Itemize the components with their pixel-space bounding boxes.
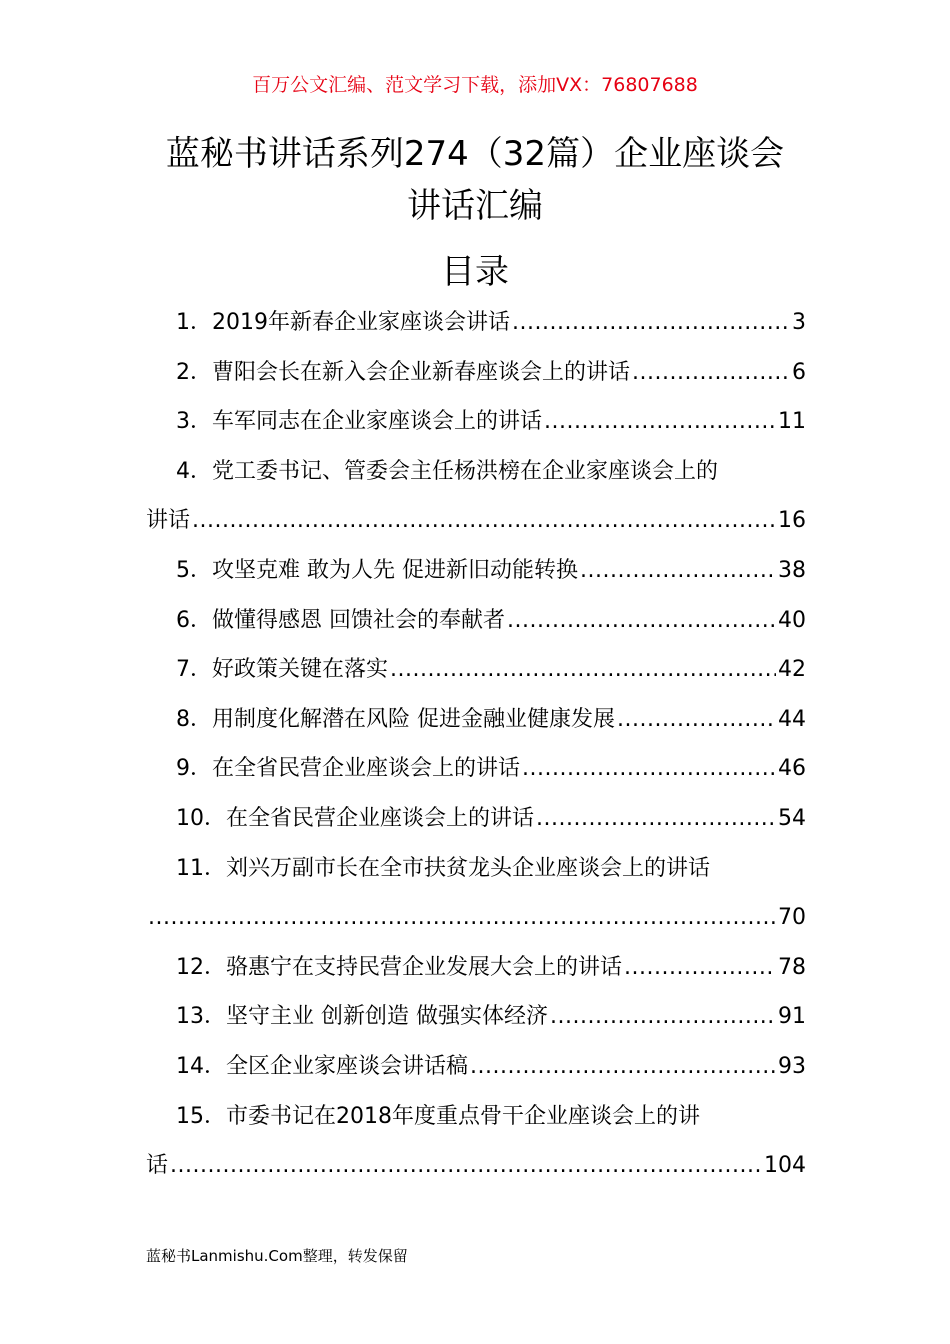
toc-leader-dots bbox=[617, 695, 776, 745]
toc-entry-title: 市委书记在2018年度重点骨干企业座谈会上的讲 bbox=[226, 1103, 700, 1129]
toc-entry-number: 7． bbox=[176, 657, 212, 683]
toc-entry-title-continued: 话 bbox=[146, 1153, 169, 1179]
toc-leader-dots bbox=[580, 546, 776, 596]
toc-leader-dots bbox=[192, 496, 776, 546]
toc-entry-title: 在全省民营企业座谈会上的讲话 bbox=[212, 756, 521, 782]
toc-entry[interactable] bbox=[146, 645, 806, 695]
toc-leader-dots bbox=[522, 744, 776, 794]
toc-entry-page: 44 bbox=[778, 706, 806, 732]
toc-entry-number: 10． bbox=[176, 805, 226, 831]
toc-entry[interactable] bbox=[146, 1042, 806, 1092]
toc-entry-number: 14． bbox=[176, 1053, 226, 1079]
toc-heading: 目录 bbox=[441, 252, 509, 292]
toc-entry-page: 91 bbox=[778, 1004, 806, 1030]
toc-leader-dots bbox=[170, 1141, 762, 1191]
toc-leader-dots bbox=[470, 1042, 776, 1092]
toc-leader-dots bbox=[550, 992, 776, 1042]
toc-entry[interactable] bbox=[146, 794, 806, 844]
toc-entry-title: 好政策关键在落实 bbox=[212, 657, 389, 683]
document-title-line1: 蓝秘书讲话系列274（32篇）企业座谈会 bbox=[165, 134, 785, 174]
toc-entry[interactable] bbox=[146, 1092, 806, 1191]
toc-entry-title: 全区企业家座谈会讲话稿 bbox=[226, 1053, 469, 1079]
toc-entry[interactable] bbox=[146, 447, 806, 546]
toc-entry[interactable] bbox=[146, 992, 806, 1042]
toc-entry-number: 6． bbox=[176, 607, 212, 633]
toc-entry-page: 6 bbox=[792, 359, 806, 385]
toc-entry-title: 骆惠宁在支持民营企业发展大会上的讲话 bbox=[226, 954, 623, 980]
toc-leader-dots bbox=[390, 645, 776, 695]
toc-entry-number: 5． bbox=[176, 557, 212, 583]
toc-entry-title: 攻坚克难 敢为人先 促进新旧动能转换 bbox=[212, 557, 578, 583]
toc-entry-number: 13． bbox=[176, 1004, 226, 1030]
toc-entry-page: 46 bbox=[778, 756, 806, 782]
toc-entry-number: 12． bbox=[176, 954, 226, 980]
toc-entry-page: 16 bbox=[778, 508, 806, 534]
toc-entry[interactable] bbox=[146, 744, 806, 794]
toc-entry-page: 40 bbox=[778, 607, 806, 633]
toc-entry[interactable] bbox=[146, 397, 806, 447]
toc-entry[interactable] bbox=[146, 943, 806, 993]
toc-entry[interactable] bbox=[146, 695, 806, 745]
toc-entry[interactable] bbox=[146, 844, 806, 943]
toc-entry-page: 93 bbox=[778, 1053, 806, 1079]
toc-entry-number: 11． bbox=[176, 855, 226, 881]
toc-entry-page: 38 bbox=[778, 557, 806, 583]
toc-entry-title: 党工委书记、管委会主任杨洪榜在企业家座谈会上的 bbox=[212, 458, 719, 484]
toc-entry-page: 78 bbox=[778, 954, 806, 980]
toc-entry[interactable] bbox=[146, 298, 806, 348]
toc-entry-page: 54 bbox=[778, 805, 806, 831]
toc-leader-dots bbox=[148, 893, 776, 943]
toc-entry-title: 在全省民营企业座谈会上的讲话 bbox=[226, 805, 535, 831]
toc-entry[interactable] bbox=[146, 596, 806, 646]
toc-entry-title: 2019年新春企业家座谈会讲话 bbox=[212, 310, 510, 335]
toc-leader-dots bbox=[624, 943, 776, 993]
toc-entry-page: 42 bbox=[778, 657, 806, 683]
toc-entry-title-continued: 讲话 bbox=[146, 508, 191, 534]
toc-leader-dots bbox=[507, 596, 776, 646]
toc-entry-title: 做懂得感恩 回馈社会的奉献者 bbox=[212, 607, 505, 633]
toc-entry-title: 坚守主业 创新创造 做强实体经济 bbox=[226, 1004, 548, 1030]
toc-leader-dots bbox=[632, 348, 790, 398]
toc-entry-number: 3． bbox=[176, 409, 212, 435]
toc-entry-page: 3 bbox=[792, 310, 806, 335]
header-note: 百万公文汇编、范文学习下载，添加VX：76807688 bbox=[252, 74, 698, 96]
document-title bbox=[0, 128, 950, 232]
table-of-contents bbox=[146, 298, 806, 1191]
document-title-line2: 讲话汇编 bbox=[407, 186, 543, 226]
toc-entry-number: 1． bbox=[176, 310, 212, 335]
toc-entry-title: 刘兴万副市长在全市扶贫龙头企业座谈会上的讲话 bbox=[226, 855, 711, 881]
toc-entry-page: 104 bbox=[764, 1153, 806, 1179]
toc-entry-title: 曹阳会长在新入会企业新春座谈会上的讲话 bbox=[212, 359, 631, 385]
footer-note: 蓝秘书Lanmishu.Com整理，转发保留 bbox=[146, 1247, 408, 1265]
toc-entry-number: 9． bbox=[176, 756, 212, 782]
toc-entry-number: 2． bbox=[176, 359, 212, 385]
toc-entry-title: 车军同志在企业家座谈会上的讲话 bbox=[212, 409, 543, 435]
toc-entry-number: 8． bbox=[176, 706, 212, 732]
toc-entry-page: 11 bbox=[778, 409, 806, 435]
toc-leader-dots bbox=[544, 397, 776, 447]
toc-entry[interactable] bbox=[146, 348, 806, 398]
toc-leader-dots bbox=[512, 298, 790, 348]
toc-entry-number: 4． bbox=[176, 458, 212, 484]
toc-entry-page: 70 bbox=[778, 905, 806, 931]
toc-entry-title: 用制度化解潜在风险 促进金融业健康发展 bbox=[212, 706, 615, 732]
toc-entry-number: 15． bbox=[176, 1103, 226, 1129]
toc-leader-dots bbox=[536, 794, 776, 844]
toc-entry[interactable] bbox=[146, 546, 806, 596]
